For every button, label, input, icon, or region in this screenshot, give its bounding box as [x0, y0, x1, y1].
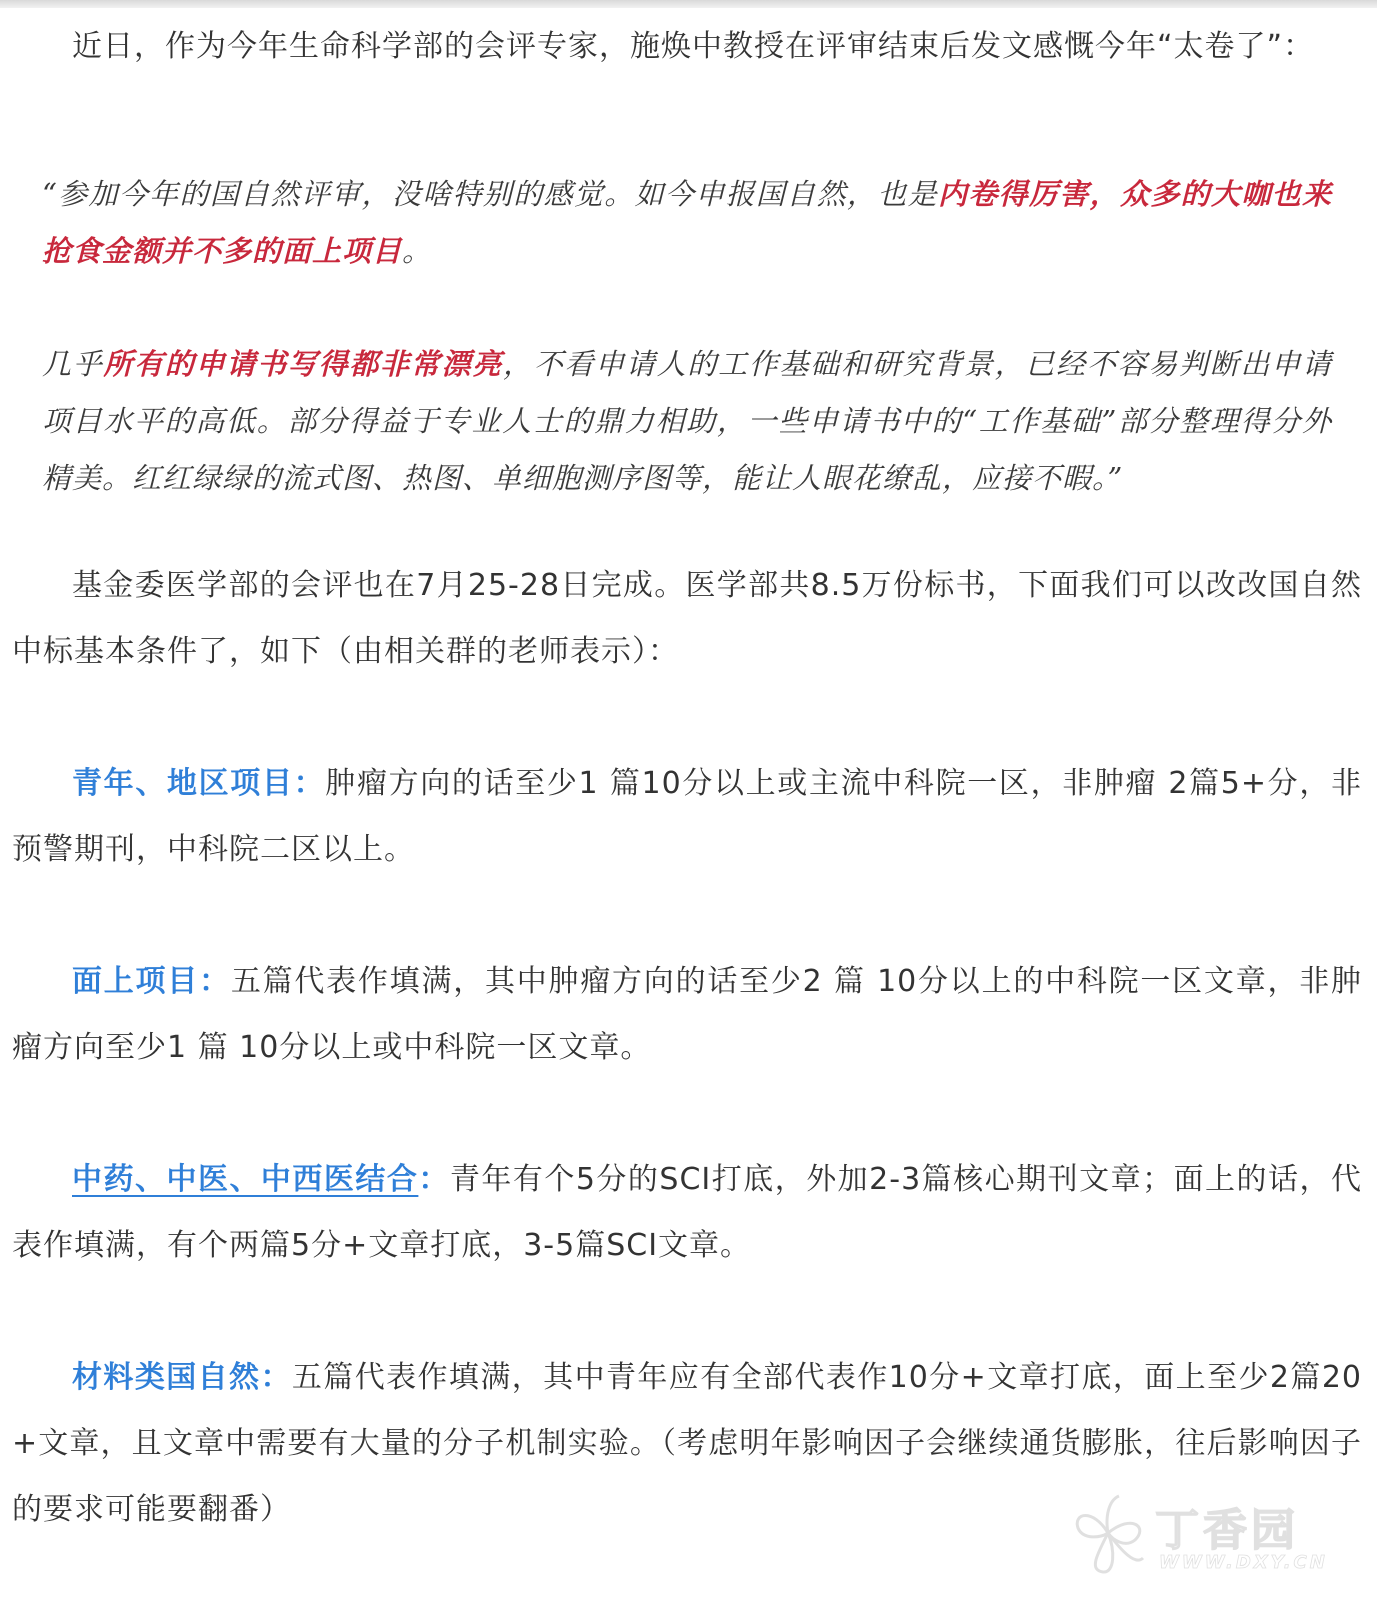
article-body	[12, 14, 1362, 1543]
item-label-youth-regional: 青年、地区项目：	[72, 766, 326, 801]
basic-conditions-paragraph	[12, 553, 1362, 685]
basic-conditions-text: 基金委医学部的会评也在7月25-28日完成。医学部共8.5万份标书，下面我们可以改改国自然中标基本条件了，如下（由相关群的老师表示）：	[12, 568, 1362, 669]
watermark-name: 丁香园	[1155, 1505, 1299, 1556]
quote1-text-start: “参加今年的国自然评审，没啥特别的感觉。如今申报国自然，也是	[42, 177, 938, 211]
quote-paragraph-1	[42, 166, 1362, 280]
item-label-materials: 材料类国自然：	[72, 1360, 292, 1395]
item-label-tcm-colon: ：	[418, 1162, 450, 1197]
item-text-youth-regional: 肿瘤方向的话至少1 篇10分以上或主流中科院一区，非肿瘤 2篇5+分，非预警期刊，中科院二区以上。	[12, 766, 1362, 867]
watermark-url: WWW.DXY.CN	[1159, 1552, 1328, 1573]
item-text-materials: 五篇代表作填满，其中青年应有全部代表作10分+文章打底，面上至少2篇20+文章，且文章中需要有大量的分子机制实验。（考虑明年影响因子会继续通货膨胀，往后影响因子的要求可能要翻番）	[12, 1360, 1362, 1527]
top-divider	[0, 0, 1377, 8]
item-label-tcm-link[interactable]: 中药、中医、中西医结合	[72, 1162, 419, 1197]
intro-text: 近日，作为今年生命科学部的会评专家，施焕中教授在评审结束后发文感慨今年“太卷了”：	[72, 29, 1315, 64]
intro-paragraph	[12, 14, 1362, 80]
item-tcm	[12, 1147, 1362, 1279]
quote1-highlight: 内卷得厉害，众多的大咖也来抢食金额并不多的面上项目	[42, 177, 1332, 268]
item-text-general-program: 五篇代表作填满，其中肿瘤方向的话至少2 篇 10分以上的中科院一区文章，非肿瘤方向至少1 篇 10分以上或中科院一区文章。	[12, 964, 1362, 1065]
quote2-text-start: 几乎	[42, 347, 104, 381]
item-general-program	[12, 949, 1362, 1081]
quote-paragraph-2	[42, 336, 1362, 507]
item-youth-regional	[12, 751, 1362, 883]
quote2-text-end: ，不看申请人的工作基础和研究背景，已经不容易判断出申请项目水平的高低。部分得益于专业人士的鼎力相助，一些申请书中的“工作基础”部分整理得分外精美。红红绿绿的流式图、热图、单细胞测序图等，能让人眼花缭乱，应接不暇。”	[42, 347, 1332, 495]
dxy-logo-icon	[1063, 1488, 1153, 1578]
dxy-watermark	[1063, 1488, 1343, 1588]
quote2-highlight: 所有的申请书写得都非常漂亮	[103, 347, 503, 381]
item-text-tcm: 青年有个5分的SCI打底，外加2-3篇核心期刊文章；面上的话，代表作填满，有个两篇5分+文章打底，3-5篇SCI文章。	[12, 1162, 1363, 1263]
item-label-general-program: 面上项目：	[72, 964, 231, 999]
quote1-text-end: 。	[402, 234, 433, 268]
